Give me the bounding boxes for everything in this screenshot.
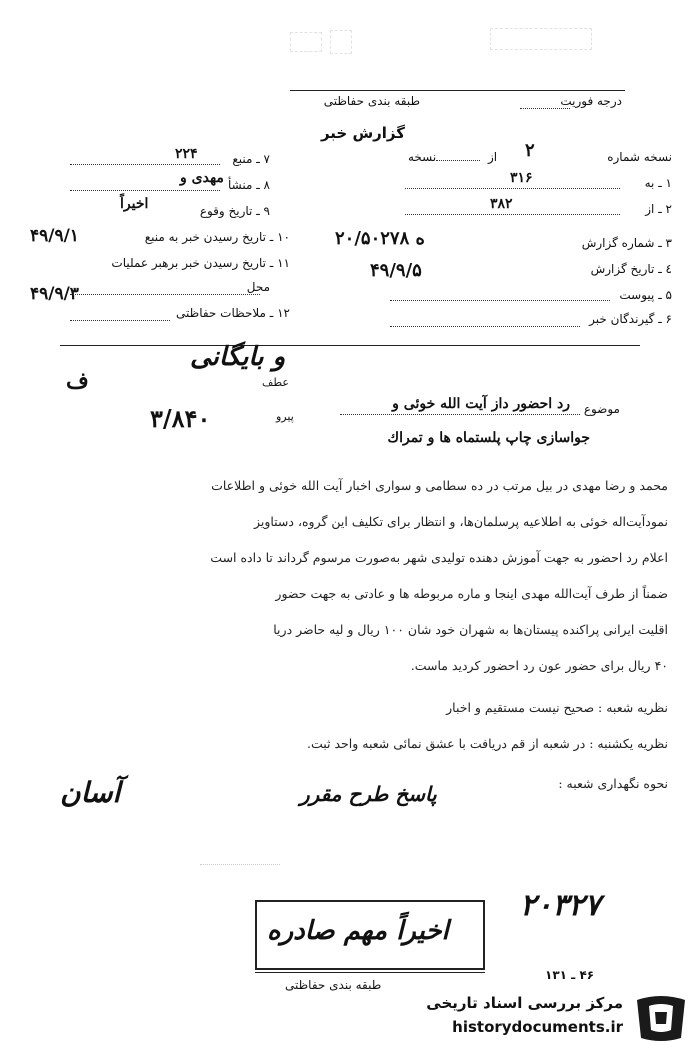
copy-of-label: از [488, 150, 498, 164]
watermark-logo-icon [633, 992, 689, 1044]
from-value: ۳۸۲ [490, 196, 513, 212]
source-receipt-label: ۱۰ ـ تاریخ رسیدن خبر به منبع [144, 230, 290, 244]
source-label: ۷ ـ منبع [232, 152, 270, 166]
body-line: ضمناً از طرف آیت‌الله مهدی اینجا و ماره مربوطه ها و عادتی به جهت حضور [275, 586, 668, 601]
top-faint-marks [290, 28, 610, 54]
to-label: ۱ ـ به [644, 176, 672, 190]
fields-rule [60, 345, 640, 346]
source-receipt-value: ۴۹/۹/۱ [30, 226, 79, 246]
archive-number: ۲۰۳۲۷ [520, 888, 601, 923]
subject-followup: پیرو [276, 410, 294, 423]
copy-number-label: نسخه شماره [607, 150, 672, 164]
source-value: ۲۲۴ [175, 146, 198, 162]
origin-label: ۸ ـ منشأ [227, 178, 270, 192]
from-dots [405, 214, 620, 215]
subject-number: ۳/۸۴۰ [150, 404, 211, 433]
recipients-label: ۶ ـ گیرندگان خبر [589, 312, 672, 326]
event-date-label: ۹ ـ تاریخ وقوع [199, 204, 270, 218]
classification-label: طبقه بندی حفاظتی [323, 94, 420, 108]
watermark-title: مرکز بررسی اسناد تاریخی [426, 994, 623, 1012]
body-line: ۴۰ ریال برای حضور عون رد احضور کردید ماست. [410, 658, 668, 673]
to-value: ۳۱۶ [510, 170, 533, 186]
body-line: نمودآیت‌اله خوئی به اطلاعیه پرسلمان‌ها، و انتظار برای تکلیف این گروه، دستاویز [253, 514, 668, 529]
subject-line-2: جواسازی چاپ پلستماه ها و تمراك [387, 430, 590, 446]
attachment-label: ۵ ـ پیوست [619, 288, 672, 302]
copy-number-value: ۲ [525, 140, 535, 161]
copy-suffix-label: نسخه [408, 150, 437, 164]
attachment-dots [390, 300, 610, 301]
report-date-value: ۴۹/۹/۵ [370, 260, 422, 281]
leader-receipt-label: ۱۱ ـ تاریخ رسیدن خبر برهبر عملیات [111, 256, 290, 270]
body-line: نحوه نگهداری شعبه : [558, 776, 668, 791]
report-number-label: ۳ ـ شماره گزارش [581, 236, 672, 250]
place-dots [70, 294, 260, 295]
urgency-label: درجه فوریت [560, 94, 622, 108]
report-number-value: ۲۰/۵۰۲۷۸ ه [335, 228, 425, 249]
archive-stamp [255, 900, 485, 970]
copy-of-dots [436, 160, 480, 161]
origin-value: مهدی و [180, 170, 224, 186]
security-notes-label: ۱۲ ـ ملاحظات حفاظتی [176, 306, 290, 320]
footer-rule [255, 972, 485, 973]
body-line: نظریه شعبه : صحیح نیست مستقیم و اخبار [446, 700, 668, 715]
reference-scribble: عطف [262, 376, 289, 389]
subject-dots [340, 414, 580, 415]
body-line: محمد و رضا مهدی در بیل مرتب در ده سطامی و سواری اخبار آیت الله خوئی و اطلاعات [211, 478, 668, 493]
footer-classification: طبقه بندی حفاظتی [285, 978, 382, 992]
stamp-text: اخیراً مهم صادره [267, 916, 449, 946]
watermark-url: historydocuments.ir [452, 1018, 623, 1036]
report-date-label: ٤ ـ تاریخ گزارش [590, 262, 672, 276]
body-line: اعلام رد احضور به جهت آموزش دهنده تولیدی شهر به‌صورت مرسوم گرداند تا داده است [210, 550, 668, 565]
signature-text: پاسخ طرح مقرر [300, 782, 437, 806]
report-title: گزارش خبر [320, 124, 405, 142]
to-dots [405, 188, 620, 189]
event-date-value: اخیراً [120, 196, 149, 212]
left-mark-scribble: ﻑ [66, 368, 89, 394]
faint-mark [200, 850, 280, 865]
header-rule [290, 90, 625, 91]
origin-dots [70, 190, 220, 191]
body-line: نظریه یکشنبه : در شعبه از قم دریافت با عشق نمائی شعبه واحد ثبت. [307, 736, 668, 751]
watermark [400, 990, 695, 1046]
place-label: محل [246, 280, 270, 294]
signature-left: آسان [60, 776, 121, 809]
subject-line-1: رد احضور داز آیت الله خوئی و [392, 396, 570, 412]
urgency-dots [520, 108, 570, 109]
recipients-dots [390, 326, 580, 327]
security-notes-dots [70, 320, 170, 321]
page-reference: ۴۶ ـ ۱۳۱ [545, 968, 595, 982]
place-value: ۴۹/۹/۳ [30, 284, 79, 304]
source-dots [70, 164, 220, 165]
from-label: ۲ ـ از [645, 202, 672, 216]
archive-scribble: و بایگانی [190, 342, 286, 372]
subject-label: موضوع [583, 402, 620, 416]
body-line: اقلیت ایرانی پراکنده پیستان‌ها به شهران خود شان ۱۰۰ ریال و لیه حاضر دریا [273, 622, 668, 637]
